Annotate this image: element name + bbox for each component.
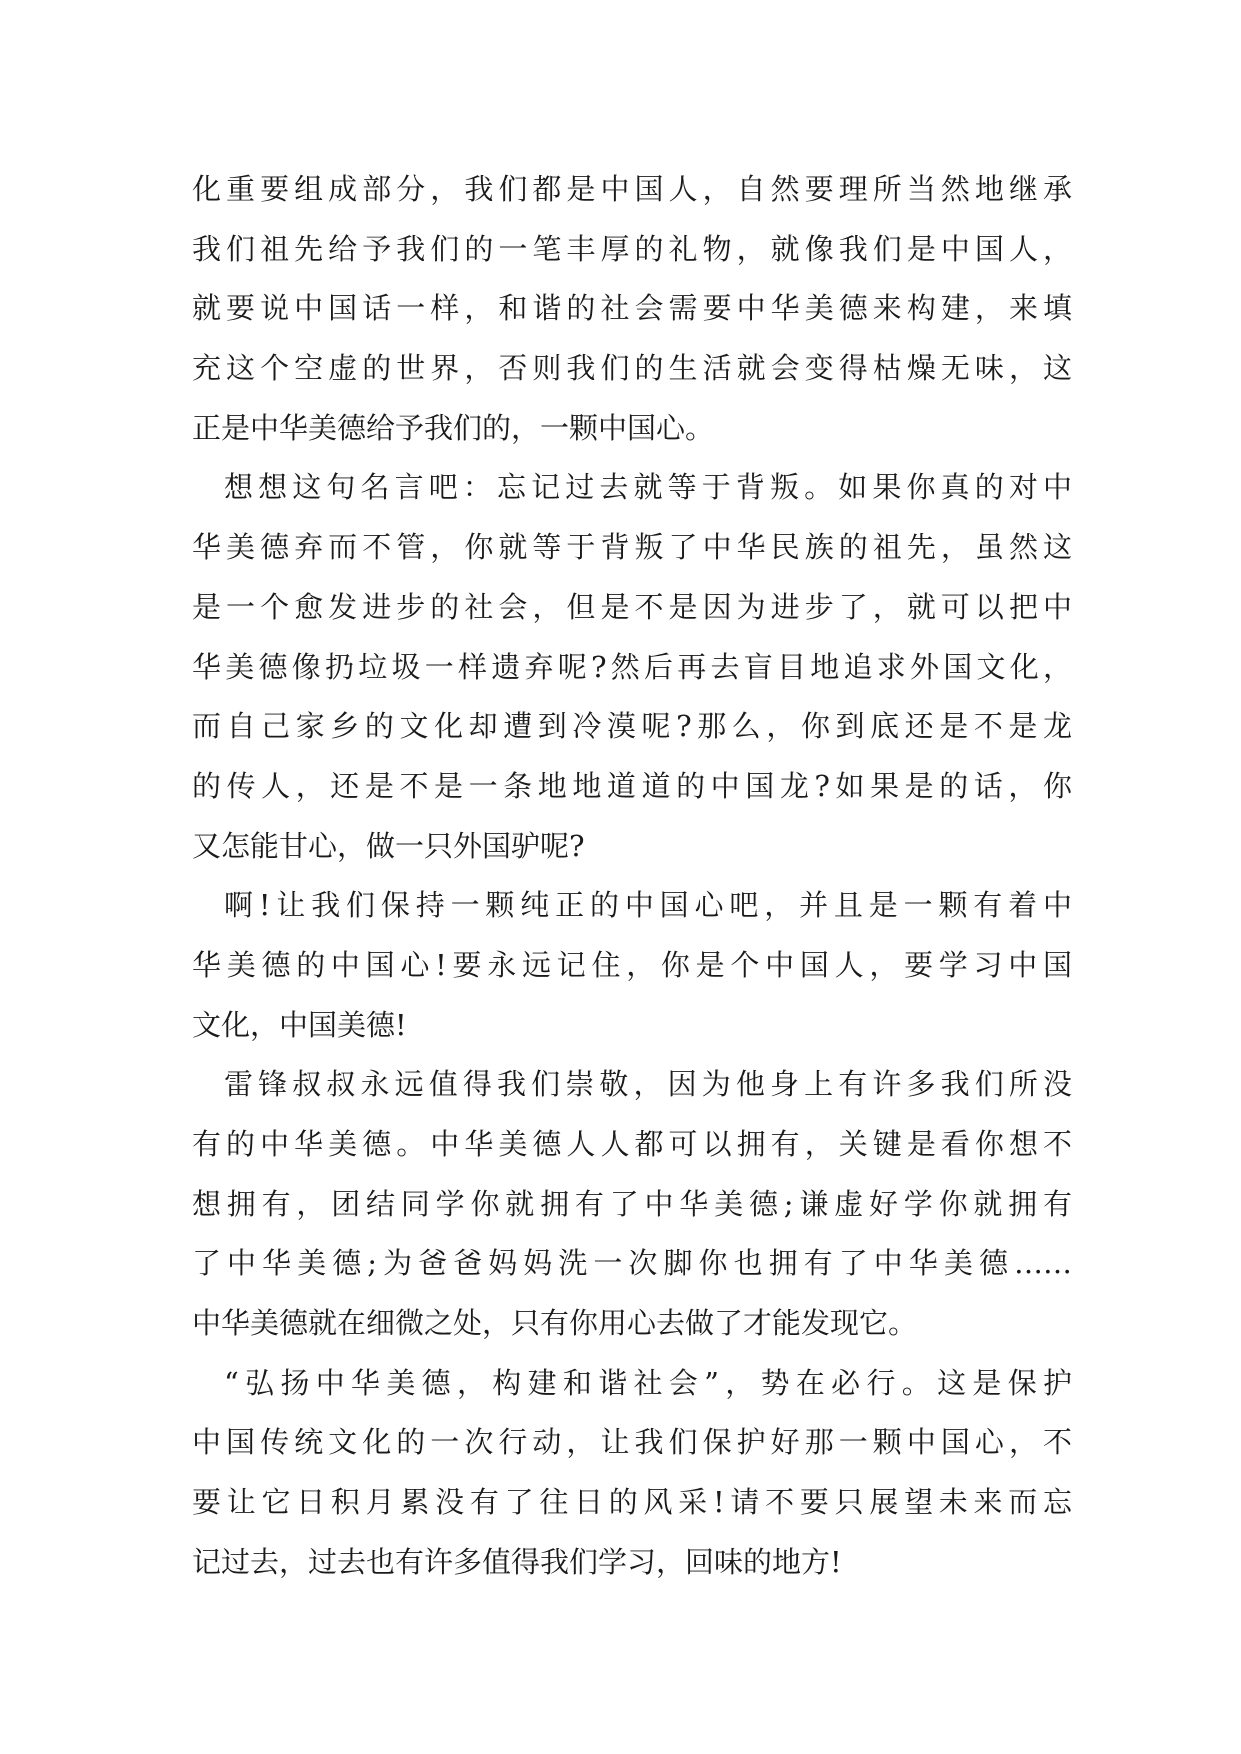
text-line: 中国传统文化的一次行动，让我们保护好那一颗中国心，不 [192, 1425, 1072, 1460]
text-line: 正是中华美德给予我们的，一颗中国心。 [192, 410, 715, 445]
text-line: 而自己家乡的文化却遭到冷漠呢?那么，你到底还是不是龙 [192, 709, 1072, 744]
text-line: 华美德的中国心!要永远记住，你是个中国人，要学习中国 [192, 947, 1072, 982]
text-line: 又怎能甘心，做一只外国驴呢? [192, 828, 585, 863]
text-line: 啊!让我们保持一颗纯正的中国心吧，并且是一颗有着中 [224, 888, 1072, 923]
text-line: 了中华美德;为爸爸妈妈洗一次脚你也拥有了中华美德…… [192, 1246, 1072, 1281]
text-line: 是一个愈发进步的社会，但是不是因为进步了，就可以把中 [192, 589, 1072, 624]
text-line: 充这个空虚的世界，否则我们的生活就会变得枯燥无味，这 [192, 351, 1072, 386]
text-line: 雷锋叔叔永远值得我们崇敬，因为他身上有许多我们所没 [224, 1067, 1072, 1102]
text-line: 化重要组成部分，我们都是中国人，自然要理所当然地继承 [192, 172, 1072, 206]
text-line: 就要说中国话一样，和谐的社会需要中华美德来构建，来填 [192, 291, 1072, 326]
text-line: 华美德像扔垃圾一样遗弃呢?然后再去盲目地追求外国文化， [192, 649, 1072, 684]
text-line: 中华美德就在细微之处，只有你用心去做了才能发现它。 [192, 1306, 918, 1341]
text-line: “弘扬中华美德，构建和谐社会”，势在必行。这是保护 [224, 1365, 1072, 1400]
text-line: 我们祖先给予我们的一笔丰厚的礼物，就像我们是中国人， [192, 231, 1072, 266]
text-line: 记过去，过去也有许多值得我们学习，回味的地方! [192, 1544, 842, 1579]
text-line: 想想这句名言吧：忘记过去就等于背叛。如果你真的对中 [224, 470, 1072, 505]
text-line: 的传人，还是不是一条地地道道的中国龙?如果是的话，你 [192, 768, 1072, 803]
text-line: 要让它日积月累没有了往日的风采!请不要只展望未来而忘 [192, 1485, 1072, 1520]
text-line: 华美德弃而不管，你就等于背叛了中华民族的祖先，虽然这 [192, 530, 1072, 565]
body-text [192, 160, 1072, 1593]
text-line: 文化，中国美德! [192, 1007, 407, 1042]
text-line: 有的中华美德。中华美德人人都可以拥有，关键是看你想不 [192, 1127, 1072, 1161]
text-line: 想拥有，团结同学你就拥有了中华美德;谦虚好学你就拥有 [192, 1186, 1072, 1221]
